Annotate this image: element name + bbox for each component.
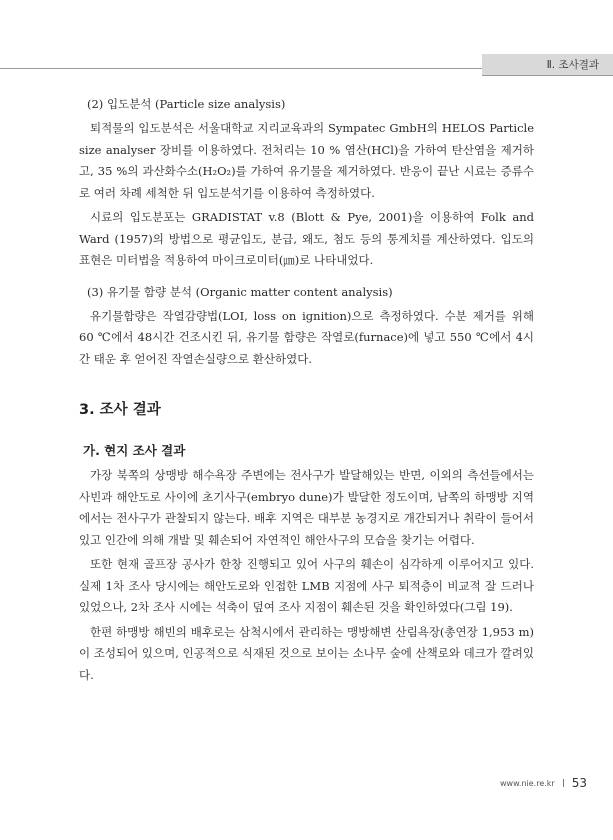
paragraph: 가장 북쪽의 상맹방 해수욕장 주변에는 전사구가 발달해있는 반면, 이외의 측선들에서는 사빈과 해안도로 사이에 초기사구(embryo dune)가 발달한 정도이며, 남쪽의 하맹방 지역에서는 전사구가 관찰되지 않는다. 배후 지역은 대부분 농경지로 개간되거나 취락이 들어서 있고 인간에 의해 개발 및 훼손되어 자연적인 해안사구의 모습을 찾기는 어렵다. [79, 468, 534, 547]
subsection-heading-organic: (3) 유기물 함량 분석 (Organic matter content analysis) [87, 284, 393, 299]
footer-url: www.nie.re.kr [500, 778, 555, 788]
paragraph: 시료의 입도분포는 GRADISTAT v.8 (Blott & Pye, 2001)을 이용하여 Folk and Ward (1957)의 방법으로 평균입도, 분급, 왜도, 첨도 등의 통계치를 계산하였다. 입도의 표현은 미터법을 적용하여 마이크로미터(㎛)로 나타내었다. [79, 210, 534, 267]
footer-divider [563, 779, 564, 787]
section-heading-results: 3. 조사 결과 [79, 402, 161, 418]
header-rule [0, 68, 482, 69]
subsection-heading-particle: (2) 입도분석 (Particle size analysis) [87, 97, 286, 111]
page-number: 53 [571, 776, 587, 790]
page-content [79, 86, 534, 689]
paragraph: 유기물함량은 작열감량법(LOI, loss on ignition)으로 측정하였다. 수분 제거를 위해 60 ℃에서 48시간 건조시킨 뒤, 유기물 함량은 작열로(furnace)에 넣고 550 ℃에서 4시간 태운 후 얻어진 작열손실량으로 환산하였다. [79, 308, 534, 366]
subsection-heading-field: 가. 현지 조사 결과 [83, 443, 186, 458]
chapter-tab-label: Ⅱ. 조사결과 [546, 59, 599, 71]
paragraph: 또한 현재 골프장 공사가 한창 진행되고 있어 사구의 훼손이 심각하게 이루어지고 있다. 실제 1차 조사 당시에는 해안도로와 인접한 LMB 지점에 사구 퇴적층이 비교적 잘 드러나 있었으나, 2차 조사 시에는 석축이 덮여 조사 지점이 훼손된 것을 확인하였다(그림 19). [79, 557, 534, 614]
paragraph: 한편 하맹방 해빈의 배후로는 삼척시에서 관리하는 맹방해변 산림욕장(총연장 1,953 m)이 조성되어 있으며, 인공적으로 식재된 것으로 보이는 소나무 숲에 산책로와 데크가 깔려있다. [79, 624, 534, 682]
page-footer [500, 776, 587, 790]
paragraph: 퇴적물의 입도분석은 서울대학교 지리교육과의 Sympatec GmbH의 HELOS Particle size analyser 장비를 이용하였다. 전처리는 10 % 염산(HCl)을 가하여 탄산염을 제거하고, 35 %의 과산화수소(H₂O₂)를 가하여 유기물을 제거하였다. 반응이 끝난 시료는 증류수로 여러 차례 세척한 뒤 입도분석기를 이용하여 측정하였다. [79, 121, 534, 200]
chapter-tab [482, 54, 613, 76]
